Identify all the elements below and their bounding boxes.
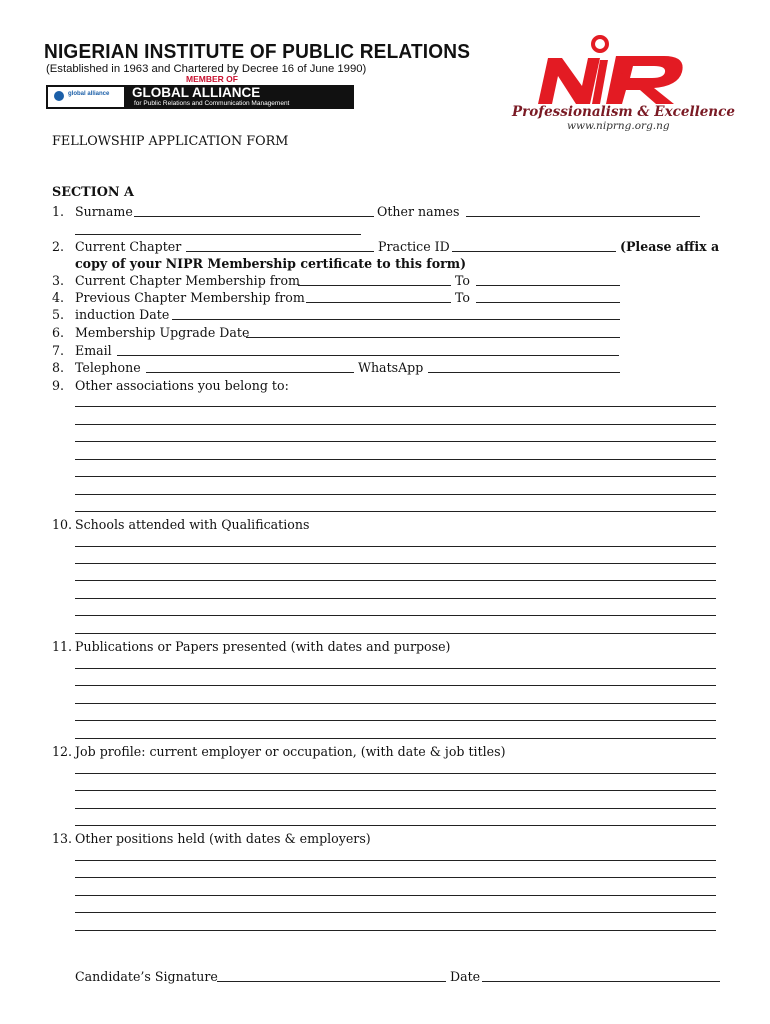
names-continuation-field[interactable] [75, 234, 361, 235]
publications-line[interactable] [75, 703, 716, 704]
item-number: 11. [52, 639, 73, 654]
practice-id-field[interactable] [452, 251, 616, 252]
email-field[interactable] [117, 355, 619, 356]
other-positions-line[interactable] [75, 860, 716, 861]
signature-label: Candidate’s Signature [75, 969, 218, 984]
global-alliance-badge [48, 87, 124, 107]
other-positions-line[interactable] [75, 877, 716, 878]
website-url: www.niprng.org.ng [567, 120, 670, 132]
other-positions-line[interactable] [75, 930, 716, 931]
practice-id-label: Practice ID [378, 239, 450, 254]
publications-line[interactable] [75, 738, 716, 739]
item-number: 7. [52, 343, 65, 358]
form-title: FELLOWSHIP APPLICATION FORM [52, 134, 289, 149]
upgrade-date-label: Membership Upgrade Date [75, 325, 250, 340]
global-alliance-subtitle: for Public Relations and Communication Management [134, 100, 290, 107]
item-number: 3. [52, 273, 65, 288]
affix-note: (Please affix a [620, 239, 720, 254]
item-number: 2. [52, 239, 65, 254]
date-label: Date [450, 969, 481, 984]
current-membership-from-field[interactable] [298, 285, 451, 286]
item-number: 8. [52, 360, 65, 375]
upgrade-date-field[interactable] [246, 337, 620, 338]
surname-field[interactable] [134, 216, 374, 217]
telephone-label: Telephone [75, 360, 141, 375]
other-positions-line[interactable] [75, 895, 716, 896]
publications-line[interactable] [75, 668, 716, 669]
org-established: (Established in 1963 and Chartered by Decree 16 of June 1990) [46, 63, 367, 75]
item-number: 1. [52, 204, 65, 219]
item-number: 5. [52, 307, 65, 322]
affix-note-continued: copy of your NIPR Membership certificate to this form) [75, 256, 467, 271]
associations-line[interactable] [75, 441, 716, 442]
job-profile-line[interactable] [75, 808, 716, 809]
item-number: 12. [52, 744, 73, 759]
publications-line[interactable] [75, 685, 716, 686]
previous-membership-from-label: Previous Chapter Membership from [75, 290, 305, 305]
nipr-logo [536, 34, 706, 106]
date-field[interactable] [482, 981, 720, 982]
item-number: 13. [52, 831, 73, 846]
job-profile-line[interactable] [75, 773, 716, 774]
job-profile-line[interactable] [75, 790, 716, 791]
associations-line[interactable] [75, 424, 716, 425]
surname-label: Surname [75, 204, 133, 219]
current-membership-to-label: To [455, 273, 471, 288]
whatsapp-label: WhatsApp [358, 360, 424, 375]
induction-date-label: induction Date [75, 307, 170, 322]
associations-line[interactable] [75, 494, 716, 495]
member-of-label: MEMBER OF [186, 74, 238, 84]
item-number: 9. [52, 378, 65, 393]
schools-line[interactable] [75, 598, 716, 599]
associations-line[interactable] [75, 459, 716, 460]
schools-line[interactable] [75, 633, 716, 634]
item-number: 6. [52, 325, 65, 340]
logo-text: NIPR [621, 74, 624, 75]
section-heading: SECTION A [52, 185, 134, 200]
schools-line[interactable] [75, 563, 716, 564]
previous-membership-to-label: To [455, 290, 471, 305]
tagline: Professionalism & Excellence [512, 104, 735, 120]
job-profile-label: Job profile: current employer or occupation, (with date & job titles) [75, 744, 506, 759]
signature-field[interactable] [217, 981, 446, 982]
job-profile-line[interactable] [75, 825, 716, 826]
current-membership-from-label: Current Chapter Membership from [75, 273, 300, 288]
email-label: Email [75, 343, 112, 358]
publications-line[interactable] [75, 720, 716, 721]
global-alliance-badge-text: global alliance [68, 91, 110, 97]
current-chapter-label: Current Chapter [75, 239, 182, 254]
item-number: 10. [52, 517, 73, 532]
associations-line[interactable] [75, 511, 716, 512]
other-names-field[interactable] [466, 216, 700, 217]
schools-line[interactable] [75, 546, 716, 547]
schools-line[interactable] [75, 615, 716, 616]
schools-label: Schools attended with Qualifications [75, 517, 310, 532]
other-positions-line[interactable] [75, 912, 716, 913]
item-number: 4. [52, 290, 65, 305]
associations-line[interactable] [75, 476, 716, 477]
whatsapp-field[interactable] [428, 372, 620, 373]
previous-membership-from-field[interactable] [306, 302, 451, 303]
previous-membership-to-field[interactable] [476, 302, 620, 303]
current-chapter-field[interactable] [186, 251, 374, 252]
other-names-label: Other names [377, 204, 460, 219]
telephone-field[interactable] [146, 372, 354, 373]
associations-line[interactable] [75, 406, 716, 407]
induction-date-field[interactable] [172, 319, 620, 320]
publications-label: Publications or Papers presented (with dates and purpose) [75, 639, 451, 654]
other-associations-label: Other associations you belong to: [75, 378, 289, 393]
global-alliance-title: GLOBAL ALLIANCE [132, 85, 261, 100]
other-positions-label: Other positions held (with dates & employers) [75, 831, 371, 846]
org-name: NIGERIAN INSTITUTE OF PUBLIC RELATIONS [44, 40, 471, 63]
globe-icon [54, 91, 64, 101]
current-membership-to-field[interactable] [476, 285, 620, 286]
schools-line[interactable] [75, 580, 716, 581]
